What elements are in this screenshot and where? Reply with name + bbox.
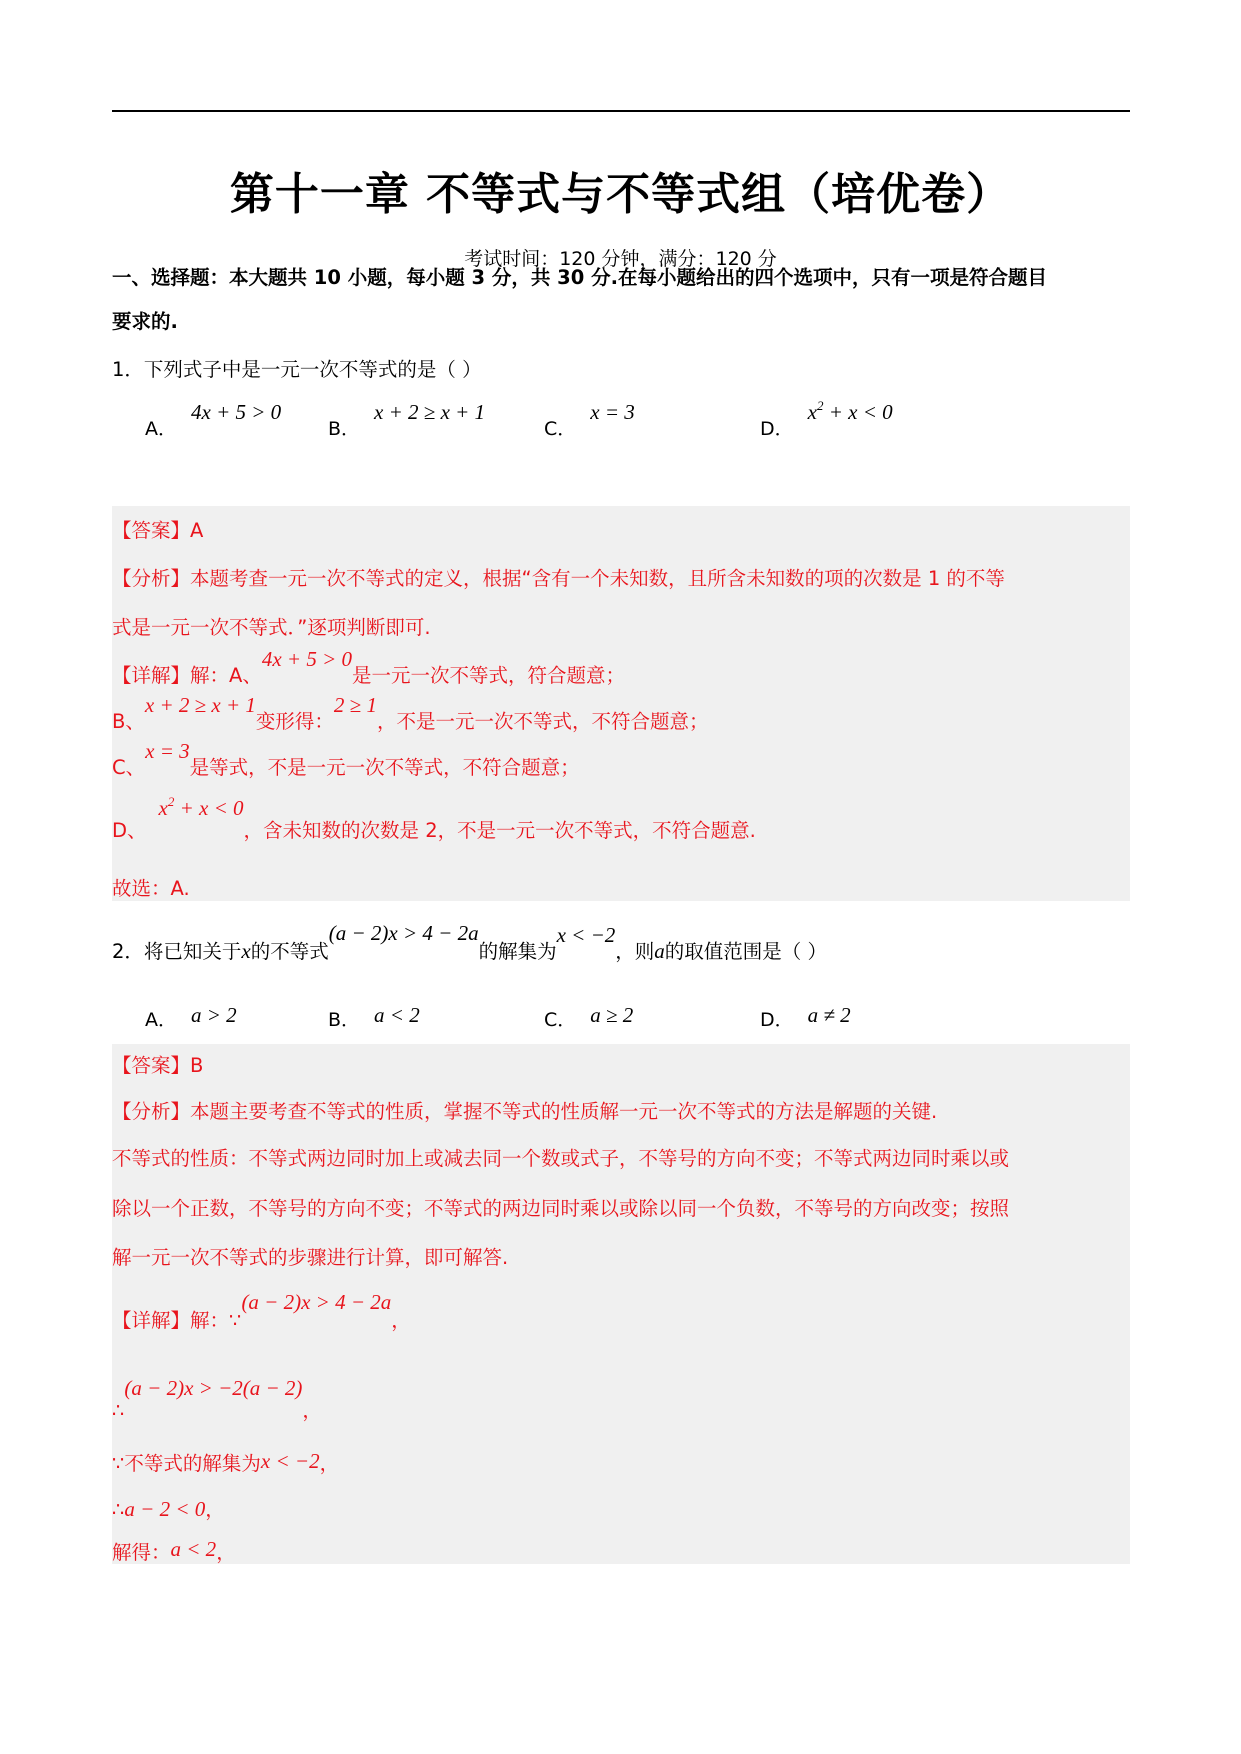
option-letter: B． [328,418,361,440]
q2-stem: 2．将已知关于x的不等式(a − 2)x > 4 − 2a的解集为x < −2，则a的取值范围是（ ） [112,921,827,963]
option-letter: B． [328,1009,361,1031]
q2-detail-step4: ∴a − 2 < 0， [112,1497,225,1521]
option-letter: C． [544,1009,577,1031]
option-letter: D． [760,1009,794,1031]
q1-detail-b: B、x + 2 ≥ x + 1变形得：2 ≥ 1，不是一元一次不等式，不符合题意； [112,693,709,733]
q1-conclusion: 故选：A. [112,877,190,900]
section-heading-line1: 一、选择题：本大题共 10 小题，每小题 3 分，共 30 分.在每小题给出的四个选项中，只有一项是符合题目 [112,266,1047,289]
q2-detail-step3: ∵不等式的解集为x < −2， [112,1449,340,1475]
option-letter: D． [760,418,794,440]
option-expression: a ≥ 2 [590,1003,634,1027]
q2-option-a [145,1005,237,1032]
q2-detail-step1: 【详解】解：∵(a − 2)x > 4 − 2a， [112,1290,411,1332]
option-expression: $x^2 + x < 0$ [807,398,893,424]
q1-answer: 【答案】A [112,519,204,542]
q1-detail-a: 【详解】解：A、4x + 5 > 0是一元一次不等式，符合题意； [112,647,626,687]
option-expression: a ≠ 2 [807,1003,851,1027]
q2-option-b [328,1005,420,1032]
q2-option-c [544,1005,633,1032]
header-rule [112,110,1130,112]
q1-option-b [328,400,486,441]
option-expression: 4x + 5 > 0 [191,400,282,424]
q1-analysis-line2: 式是一元一次不等式．”逐项判断即可. [112,616,431,639]
q2-analysis-line2: 不等式的性质：不等式两边同时加上或减去同一个数或式子，不等号的方向不变；不等式两边同时乘以或 [112,1147,1010,1170]
q1-detail-d: D、$x^2 + x < 0$，含未知数的次数是 2，不是一元一次不等式，不符合题意. [112,794,756,842]
q1-detail-c: C、x = 3是等式，不是一元一次不等式，不符合题意； [112,739,580,779]
exam-info: 考试时间：120 分钟，满分：120 分 [464,248,777,270]
q2-analysis-line3: 除以一个正数，不等号的方向不变；不等式的两边同时乘以或除以同一个负数，不等号的方向改变；按照 [112,1197,1010,1220]
page-title: 第十一章 不等式与不等式组（培优卷） [229,169,1012,220]
q1-option-d [760,398,893,441]
option-expression: a > 2 [191,1003,237,1027]
option-expression: x = 3 [590,400,635,424]
q2-analysis-line1: 【分析】本题主要考查不等式的性质，掌握不等式的性质解一元一次不等式的方法是解题的关键. [112,1100,938,1123]
q2-analysis-line4: 解一元一次不等式的步骤进行计算，即可解答. [112,1246,509,1269]
option-letter: A． [145,418,177,440]
q2-detail-step2: ∴(a − 2)x > −2(a − 2)， [112,1376,322,1422]
q1-stem: 1．下列式子中是一元一次不等式的是（ ） [112,358,482,381]
q1-option-a [145,400,282,441]
option-expression: a < 2 [374,1003,420,1027]
option-letter: A． [145,1009,177,1031]
q2-option-d [760,1005,851,1032]
q2-answer: 【答案】B [112,1054,204,1077]
section-heading-line2: 要求的. [112,310,178,333]
q1-analysis-line1: 【分析】本题考查一元一次不等式的定义，根据“含有一个未知数，且所含未知数的项的次数是 1 的不等 [112,567,1005,590]
option-expression: x + 2 ≥ x + 1 [374,400,486,424]
q1-option-c [544,400,635,441]
q2-detail-step5: 解得：a < 2， [112,1537,236,1564]
option-letter: C． [544,418,577,440]
